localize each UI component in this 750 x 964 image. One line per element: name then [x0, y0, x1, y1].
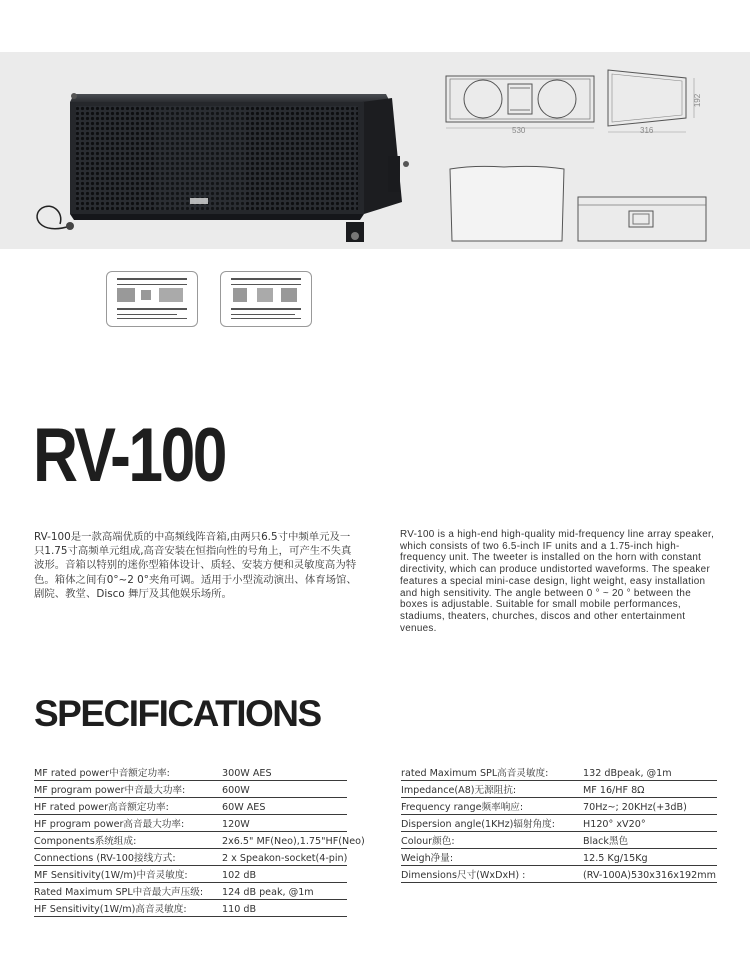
side-height-label: 192 — [693, 93, 703, 108]
spec-row — [401, 866, 717, 883]
rear-view-drawing — [576, 195, 708, 243]
certification-thumbnail-1 — [106, 271, 198, 327]
spec-row — [34, 764, 347, 781]
spec-value: 110 dB — [222, 904, 257, 915]
spec-row — [401, 832, 717, 849]
spec-row — [34, 781, 347, 798]
spec-label: Rated Maximum SPL中音最大声压级: — [34, 887, 204, 898]
side-dimension-drawing — [604, 66, 704, 136]
spec-value: 60W AES — [222, 802, 266, 813]
description-english: RV-100 is a high-end high-quality mid-frequency line array speaker, which consists of two 6.5-inch IF units and a 1.75-inch high-frequency unit. The tweeter is installed on the horn with constant directivity, which can produce undistorted waveforms. The speaker features a special mini-case design, light weight, easy installation and high sensitivity. The angle between 0 ° ~ 20 ° between the boxes is adjustable. Suitable for small mobile performances, stadiums, theaters, churches, discos and other entertainment venues. — [400, 529, 715, 634]
spec-value: 120W — [222, 819, 250, 830]
spec-value: H120° xV20° — [583, 819, 646, 830]
front-width-label: 530 — [512, 126, 526, 135]
spec-value: 12.5 Kg/15Kg — [583, 853, 648, 864]
spec-row — [34, 883, 347, 900]
spec-label: HF program power高音最大功率: — [34, 819, 185, 830]
spec-value: 300W AES — [222, 768, 272, 779]
spec-table-left — [34, 764, 365, 917]
spec-label: MF Sensitivity(1W/m)中音灵敏度: — [34, 870, 188, 881]
spec-row — [34, 900, 347, 917]
spec-label: rated Maximum SPL高音灵敏度: — [401, 768, 549, 779]
spec-row — [34, 832, 365, 849]
spec-value: 2 x Speakon-socket(4-pin) — [222, 853, 348, 864]
spec-label: Dimensions尺寸(WxDxH) : — [401, 870, 526, 881]
spec-row — [401, 764, 717, 781]
spec-row — [34, 849, 347, 866]
side-depth-label: 316 — [640, 126, 654, 135]
spec-value: 132 dBpeak, @1m — [583, 768, 672, 779]
spec-row — [34, 815, 347, 832]
spec-value: MF 16/HF 8Ω — [583, 785, 645, 796]
spec-value: 70Hz~; 20KHz(+3dB) — [583, 802, 687, 813]
spec-row — [34, 798, 347, 815]
spec-value: 2x6.5" MF(Neo),1.75"HF(Neo) — [222, 836, 365, 847]
spec-row — [401, 815, 717, 832]
spec-value: 102 dB — [222, 870, 257, 881]
spec-row — [401, 798, 717, 815]
spec-row — [34, 866, 347, 883]
description-chinese: RV-100是一款高端优质的中高频线阵音箱,由两只6.5寸中频单元及一只1.75寸高频单元组成,高音安装在恒指向性的号角上，可产生不失真波形。音箱以特别的迷你型箱体设计、质轻、安装方便和灵敏度高为特色。箱体之间有0°~2 0°夹角可调。适用于小型流动演出、体育场馆、剧院、教堂、Disco 舞厅及其他娱乐场所。 — [34, 531, 357, 600]
speaker-product-image — [30, 86, 410, 251]
specifications-heading: SPECIFICATIONS — [34, 693, 321, 734]
spec-label: Frequency range频率响应: — [401, 802, 524, 813]
spec-row — [401, 781, 717, 798]
spec-label: HF Sensitivity(1W/m)高音灵敏度: — [34, 904, 187, 915]
spec-value: Black黑色 — [583, 836, 629, 847]
spec-label: HF rated power高音额定功率: — [34, 802, 169, 813]
spec-label: Weigh净量: — [401, 853, 454, 864]
spec-label: Impedance(A8)无源阻抗: — [401, 785, 517, 796]
spec-value: (RV-100A)530x316x192mm — [583, 870, 716, 881]
spec-value: 124 dB peak, @1m — [222, 887, 314, 898]
spec-table-right — [401, 764, 717, 883]
product-banner — [0, 52, 750, 249]
certification-thumbnail-2 — [220, 271, 312, 327]
spec-label: Components系统组成: — [34, 836, 137, 847]
spec-label: Connections (RV-100接线方式: — [34, 853, 176, 864]
spec-label: MF program power中音最大功率: — [34, 785, 186, 796]
model-title: RV-100 — [33, 413, 225, 498]
spec-label: MF rated power中音额定功率: — [34, 768, 170, 779]
spec-label: Dispersion angle(1KHz)辐射角度: — [401, 819, 556, 830]
spec-label: Colour颜色: — [401, 836, 455, 847]
spec-row — [401, 849, 717, 866]
top-view-drawing — [444, 165, 570, 243]
spec-value: 600W — [222, 785, 250, 796]
